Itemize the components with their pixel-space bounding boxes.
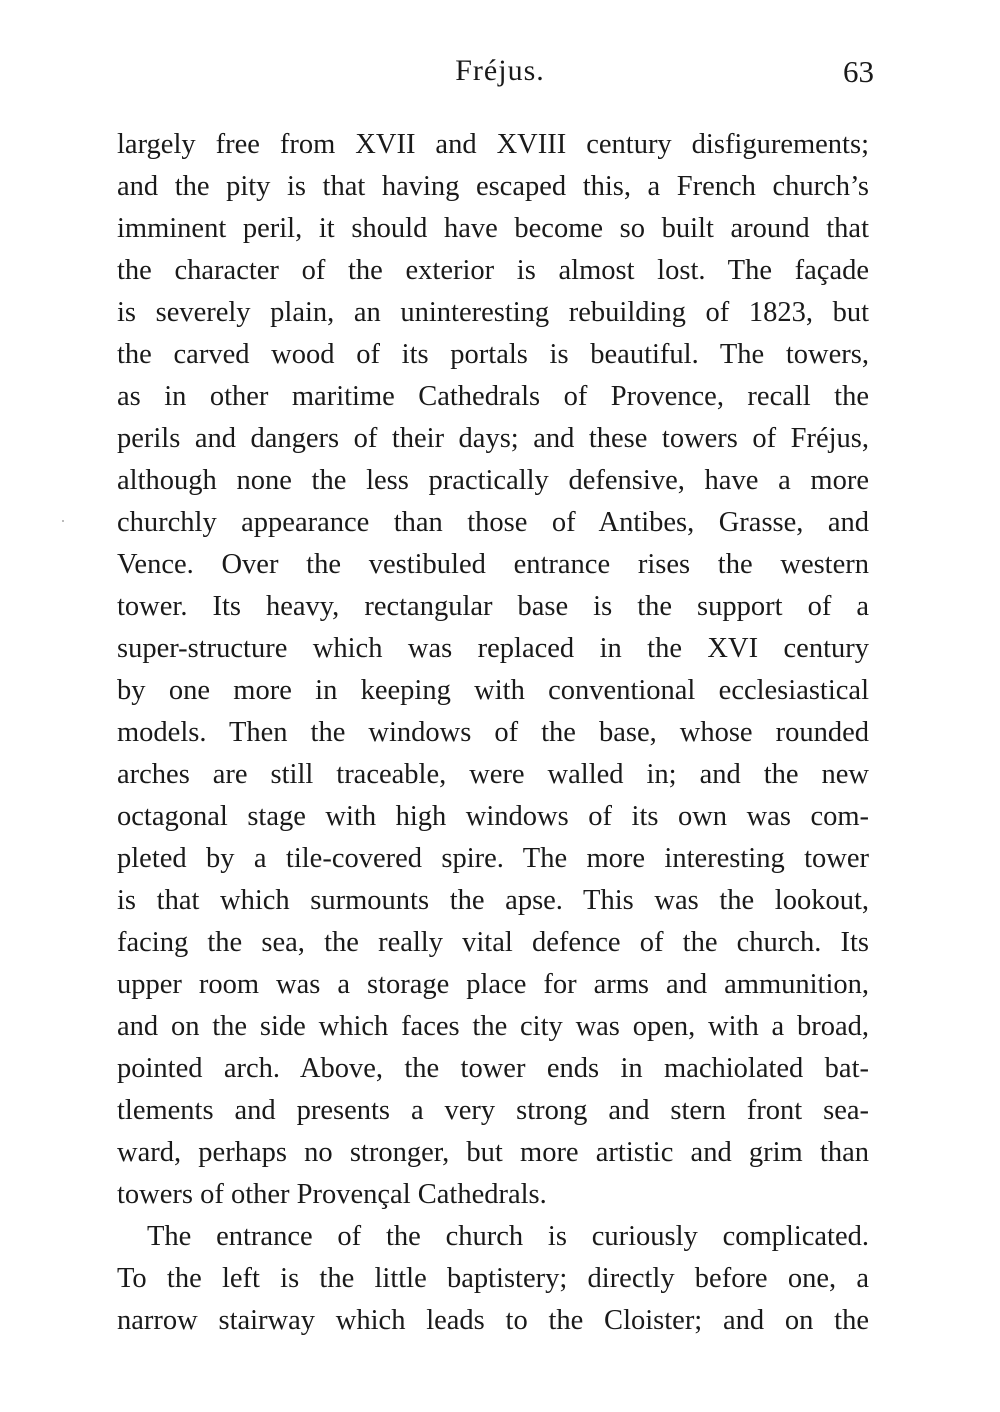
text-line: towers of other Provençal Cathedrals.: [117, 1179, 547, 1210]
text-line: the carved wood of its portals is beautiful. The towers,: [117, 339, 869, 370]
paragraph-1: [117, 124, 869, 1216]
text-line: tlements and presents a very strong and stern front sea-: [117, 1095, 869, 1126]
text-line: ward, perhaps no stronger, but more artistic and grim than: [117, 1137, 869, 1168]
text-line: and on the side which faces the city was open, with a broad,: [117, 1011, 869, 1042]
text-line: tower. Its heavy, rectangular base is the support of a: [117, 591, 869, 622]
margin-speck: [62, 520, 64, 522]
text-line: although none the less practically defensive, have a more: [117, 465, 869, 496]
text-line: arches are still traceable, were walled in; and the new: [117, 759, 869, 790]
text-line: octagonal stage with high windows of its own was com-: [117, 801, 869, 832]
text-line: facing the sea, the really vital defence of the church. Its: [117, 927, 869, 958]
text-line: pointed arch. Above, the tower ends in machiolated bat-: [117, 1053, 869, 1084]
text-line: churchly appearance than those of Antibes, Grasse, and: [117, 507, 869, 538]
text-line: The entrance of the church is curiously complicated.: [147, 1221, 869, 1252]
text-line: and the pity is that having escaped this, a French church’s: [117, 171, 869, 202]
text-line: by one more in keeping with conventional ecclesiastical: [117, 675, 869, 706]
paragraph-2: [117, 1216, 869, 1342]
text-line: Vence. Over the vestibuled entrance rises the western: [117, 549, 869, 580]
text-line: is that which surmounts the apse. This was the lookout,: [117, 885, 869, 916]
text-line: models. Then the windows of the base, whose rounded: [117, 717, 869, 748]
text-line: upper room was a storage place for arms and ammunition,: [117, 969, 869, 1000]
text-line: super-structure which was replaced in the XVI century: [117, 633, 869, 664]
body-text: [117, 124, 869, 1342]
text-line: narrow stairway which leads to the Cloister; and on the: [117, 1305, 869, 1336]
text-line: imminent peril, it should have become so built around that: [117, 213, 869, 244]
text-line: the character of the exterior is almost lost. The façade: [117, 255, 869, 286]
text-line: pleted by a tile-covered spire. The more interesting tower: [117, 843, 869, 874]
text-line: largely free from XVII and XVIII century disfigurements;: [117, 129, 869, 160]
running-title: Fréjus.: [455, 54, 545, 87]
text-line: To the left is the little baptistery; directly before one, a: [117, 1263, 869, 1294]
page-number: 63: [843, 54, 874, 89]
text-line: perils and dangers of their days; and these towers of Fréjus,: [117, 423, 869, 454]
text-line: is severely plain, an uninteresting rebuilding of 1823, but: [117, 297, 869, 328]
text-line: as in other maritime Cathedrals of Provence, recall the: [117, 381, 869, 412]
